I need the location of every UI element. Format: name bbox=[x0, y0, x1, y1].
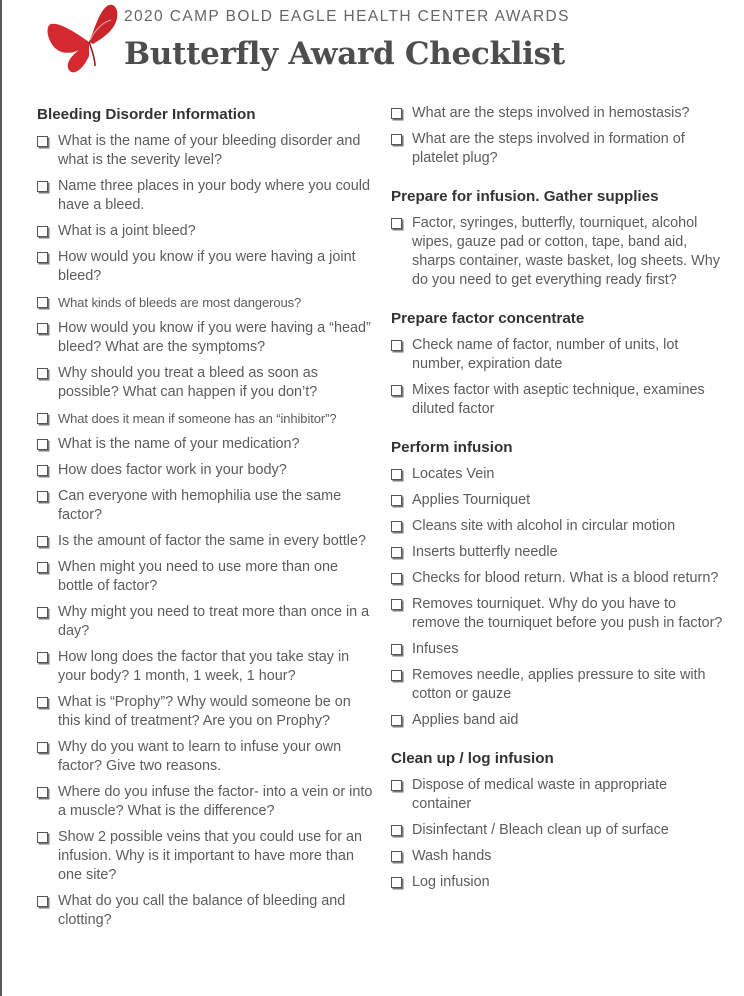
item-text: Can everyone with hemophilia use the same factor? bbox=[58, 488, 342, 523]
left-column bbox=[37, 105, 373, 949]
item-text: Is the amount of factor the same in every bottle? bbox=[58, 533, 366, 549]
checkbox[interactable] bbox=[37, 742, 48, 753]
item-text: What does it mean if someone has an “inhibitor”? bbox=[58, 411, 337, 426]
item-text: Cleans site with alcohol in circular motion bbox=[412, 518, 676, 534]
checkbox[interactable] bbox=[37, 832, 48, 843]
item-text: Mixes factor with aseptic technique, examines diluted factor bbox=[412, 382, 705, 417]
checkbox[interactable] bbox=[391, 521, 402, 532]
list-item bbox=[37, 461, 373, 480]
right-column bbox=[391, 105, 723, 911]
section-title: Clean up / log infusion bbox=[391, 750, 554, 767]
section-perform-infusion bbox=[391, 438, 723, 730]
list-item bbox=[37, 892, 373, 930]
list-item bbox=[37, 487, 373, 525]
checkbox[interactable] bbox=[37, 368, 48, 379]
checkbox[interactable] bbox=[391, 825, 402, 836]
list-item bbox=[37, 603, 373, 641]
checkbox[interactable] bbox=[37, 413, 48, 424]
checkbox[interactable] bbox=[391, 385, 402, 396]
list-item bbox=[37, 783, 373, 821]
list-item bbox=[391, 104, 723, 123]
item-text: What kinds of bleeds are most dangerous? bbox=[58, 295, 302, 310]
list-item bbox=[391, 640, 723, 659]
list-item bbox=[37, 828, 373, 885]
item-text: How does factor work in your body? bbox=[58, 462, 287, 478]
list-item bbox=[391, 569, 723, 588]
checklist bbox=[391, 214, 723, 290]
item-text: Applies Tourniquet bbox=[412, 492, 531, 508]
section-title: Prepare for infusion. Gather supplies bbox=[391, 188, 659, 205]
checklist bbox=[391, 336, 723, 419]
item-text: Log infusion bbox=[412, 874, 490, 890]
item-text: Wash hands bbox=[412, 848, 492, 864]
checkbox[interactable] bbox=[37, 652, 48, 663]
checkbox[interactable] bbox=[37, 323, 48, 334]
checkbox[interactable] bbox=[391, 547, 402, 558]
item-text: Why might you need to treat more than once in a day? bbox=[58, 604, 370, 639]
item-text: What are the steps involved in hemostasis? bbox=[412, 105, 690, 121]
section-title: Perform infusion bbox=[391, 439, 513, 456]
list-item bbox=[37, 435, 373, 454]
item-text: Show 2 possible veins that you could use for an infusion. Why is it important to have more than one site? bbox=[58, 829, 362, 883]
checkbox[interactable] bbox=[391, 877, 402, 888]
item-text: Factor, syringes, butterfly, tourniquet, alcohol wipes, gauze pad or cotton, tape, band aid, sharps container, waste basket, log sheets. Why do you need to get everything ready first? bbox=[412, 215, 720, 288]
section-title: Prepare factor concentrate bbox=[391, 310, 585, 327]
checkbox[interactable] bbox=[37, 896, 48, 907]
section-hemostasis-continued bbox=[391, 104, 723, 168]
list-item bbox=[37, 177, 373, 215]
item-text: Applies band aid bbox=[412, 712, 519, 728]
checkbox[interactable] bbox=[37, 136, 48, 147]
checklist bbox=[391, 776, 723, 892]
item-text: How long does the factor that you take stay in your body? 1 month, 1 week, 1 hour? bbox=[58, 649, 350, 684]
checkbox[interactable] bbox=[391, 670, 402, 681]
checkbox[interactable] bbox=[37, 787, 48, 798]
checkbox[interactable] bbox=[37, 607, 48, 618]
section-prepare-factor-concentrate bbox=[391, 309, 723, 419]
checkbox[interactable] bbox=[391, 573, 402, 584]
checkbox[interactable] bbox=[37, 465, 48, 476]
award-supertitle: 2020 CAMP BOLD EAGLE HEALTH CENTER AWARDS bbox=[124, 8, 570, 25]
list-item bbox=[37, 364, 373, 402]
list-item bbox=[391, 491, 723, 510]
list-item bbox=[37, 248, 373, 286]
item-text: Check name of factor, number of units, lot number, expiration date bbox=[412, 337, 679, 372]
item-text: What is the name of your bleeding disorder and what is the severity level? bbox=[58, 133, 361, 168]
list-item bbox=[37, 293, 373, 312]
section-title: Bleeding Disorder Information bbox=[37, 106, 256, 123]
list-item bbox=[37, 558, 373, 596]
item-text: Disinfectant / Bleach clean up of surface bbox=[412, 822, 669, 838]
list-item bbox=[391, 595, 723, 633]
item-text: Inserts butterfly needle bbox=[412, 544, 558, 560]
section-clean-up-log-infusion bbox=[391, 749, 723, 892]
list-item bbox=[37, 648, 373, 686]
checkbox[interactable] bbox=[391, 108, 402, 119]
checkbox[interactable] bbox=[37, 252, 48, 263]
item-text: Why do you want to learn to infuse your own factor? Give two reasons. bbox=[58, 739, 342, 774]
item-text: How would you know if you were having a joint bleed? bbox=[58, 249, 356, 284]
section-bleeding-disorder-information bbox=[37, 105, 373, 930]
item-text: What is the name of your medication? bbox=[58, 436, 300, 452]
list-item bbox=[391, 517, 723, 536]
item-text: How would you know if you were having a “head” bleed? What are the symptoms? bbox=[58, 320, 371, 355]
checklist bbox=[391, 465, 723, 730]
checkbox[interactable] bbox=[391, 599, 402, 610]
checkbox[interactable] bbox=[391, 644, 402, 655]
item-text: What is “Prophy”? Why would someone be on this kind of treatment? Are you on Prophy? bbox=[58, 694, 351, 729]
item-text: Removes tourniquet. Why do you have to remove the tourniquet before you push in factor? bbox=[412, 596, 723, 631]
header bbox=[0, 0, 744, 90]
checklist bbox=[37, 132, 373, 930]
checkbox[interactable] bbox=[37, 439, 48, 450]
checkbox[interactable] bbox=[391, 340, 402, 351]
list-item bbox=[37, 532, 373, 551]
checkbox[interactable] bbox=[37, 697, 48, 708]
list-item bbox=[391, 711, 723, 730]
list-item bbox=[37, 409, 373, 428]
checkbox[interactable] bbox=[391, 851, 402, 862]
page-edge-rule bbox=[0, 0, 2, 996]
list-item bbox=[391, 336, 723, 374]
list-item bbox=[37, 132, 373, 170]
checkbox[interactable] bbox=[37, 491, 48, 502]
checkbox[interactable] bbox=[37, 297, 48, 308]
checkbox[interactable] bbox=[391, 218, 402, 229]
checkbox[interactable] bbox=[37, 181, 48, 192]
list-item bbox=[391, 776, 723, 814]
item-text: Why should you treat a bleed as soon as possible? What can happen if you don’t? bbox=[58, 365, 318, 400]
item-text: What do you call the balance of bleeding and clotting? bbox=[58, 893, 346, 928]
checkbox[interactable] bbox=[391, 780, 402, 791]
item-text: When might you need to use more than one bottle of factor? bbox=[58, 559, 338, 594]
item-text: Name three places in your body where you could have a bleed. bbox=[58, 178, 370, 213]
butterfly-icon bbox=[45, 2, 121, 76]
checkbox[interactable] bbox=[391, 495, 402, 506]
list-item bbox=[391, 821, 723, 840]
item-text: What are the steps involved in formation of platelet plug? bbox=[412, 131, 685, 166]
list-item bbox=[391, 847, 723, 866]
checkbox[interactable] bbox=[37, 536, 48, 547]
checklist bbox=[391, 104, 723, 168]
list-item bbox=[391, 543, 723, 562]
list-item bbox=[391, 873, 723, 892]
list-item bbox=[391, 666, 723, 704]
checkbox[interactable] bbox=[37, 562, 48, 573]
item-text: Infuses bbox=[412, 641, 459, 657]
list-item bbox=[37, 738, 373, 776]
checkbox[interactable] bbox=[391, 715, 402, 726]
section-prepare-for-infusion bbox=[391, 187, 723, 290]
list-item bbox=[391, 214, 723, 290]
list-item bbox=[37, 222, 373, 241]
item-text: Where do you infuse the factor- into a vein or into a muscle? What is the difference? bbox=[58, 784, 373, 819]
list-item bbox=[391, 130, 723, 168]
item-text: Removes needle, applies pressure to site with cotton or gauze bbox=[412, 667, 706, 702]
page-title: Butterfly Award Checklist bbox=[124, 36, 565, 72]
checkbox[interactable] bbox=[37, 226, 48, 237]
item-text: What is a joint bleed? bbox=[58, 223, 196, 239]
list-item bbox=[391, 465, 723, 484]
item-text: Dispose of medical waste in appropriate container bbox=[412, 777, 668, 812]
checkbox[interactable] bbox=[391, 134, 402, 145]
item-text: Checks for blood return. What is a blood return? bbox=[412, 570, 719, 586]
item-text: Locates Vein bbox=[412, 466, 495, 482]
list-item bbox=[37, 319, 373, 357]
list-item bbox=[391, 381, 723, 419]
checkbox[interactable] bbox=[391, 469, 402, 480]
list-item bbox=[37, 693, 373, 731]
